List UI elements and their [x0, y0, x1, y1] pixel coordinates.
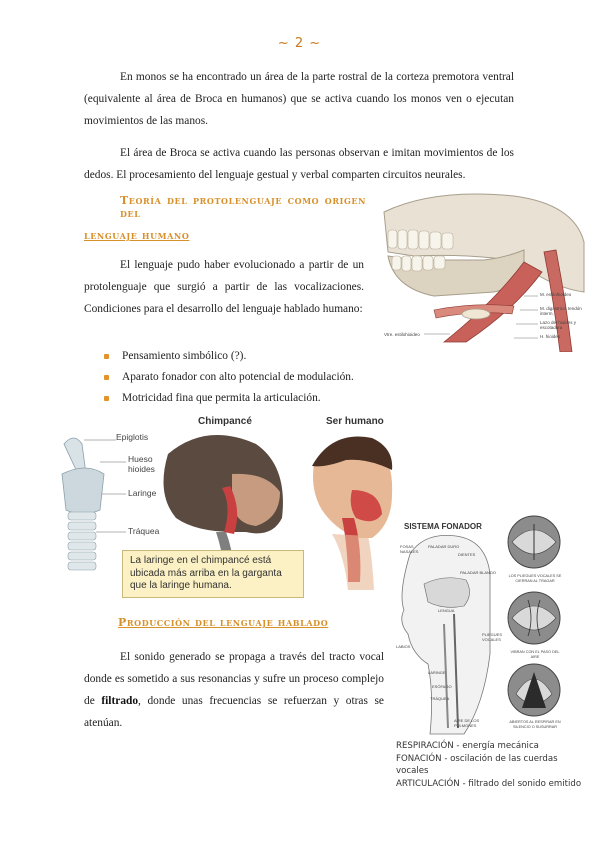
- vocal-folds-vibrating-icon: [508, 592, 560, 644]
- conditions-list: [104, 346, 404, 409]
- section-heading-produccion: Producción del lenguaje hablado: [118, 616, 329, 629]
- skull-anatomy-figure: [374, 192, 586, 352]
- produccion-paragraph: [84, 646, 384, 734]
- chimpanzee-title: Chimpancé: [198, 416, 252, 427]
- bullet-icon: [104, 354, 109, 359]
- label-paladar-blando: PALADAR BLANDO: [460, 570, 496, 575]
- intro-paragraph-1: En monos se ha encontrado un área de la parte rostral de la corteza premotora ventral (equivalente al área de Broca en humanos) que se activa cuando los monos ven o ejecutan movimientos de las manos.: [84, 71, 514, 127]
- label-laringe: LARINGE: [428, 670, 446, 675]
- side-label-vibrating: VIBRAN CON EL PASO DEL AIRE: [510, 650, 560, 659]
- larynx-caption: La laringe en el chimpancé está ubicada más arriba en la garganta que la laringe humana.: [122, 550, 304, 598]
- list-item-text: Pensamiento simbólico (?).: [122, 350, 247, 362]
- protolenguaje-paragraph: [84, 254, 364, 320]
- page-number: ~ 2 ~: [277, 36, 322, 51]
- human-title: Ser humano: [326, 416, 384, 427]
- epiglotis-label: Epiglotis: [116, 432, 149, 442]
- label-labios: LABIOS: [396, 644, 411, 649]
- section-heading-line-1: Teoría del protolenguaje como origen del: [120, 194, 366, 220]
- section-heading-line-2: lenguaje humano: [84, 229, 190, 242]
- intro-text: [84, 66, 514, 186]
- list-item-text: Aparato fonador con alto potencial de modulación.: [122, 371, 354, 383]
- label-esofago: ESÓFAGO: [432, 684, 452, 689]
- chimpanzee-head-icon: [164, 435, 283, 568]
- legend-fonacion: FONACIÓN - oscilación de las cuerdas vocales: [396, 753, 558, 776]
- protolenguaje-text: El lenguaje pudo haber evolucionado a partir de un protolenguaje que surgió a partir de las vocalizaciones. Condiciones para el desarrollo del lenguaje hablado humano:: [84, 259, 364, 315]
- trachea-label: Tráquea: [128, 526, 160, 536]
- vocal-folds-open-icon: [508, 664, 560, 716]
- larynx-label: Laringe: [128, 488, 157, 498]
- skull-label-3: Lazo del hioides y escotadura: [540, 320, 577, 330]
- intro-paragraph-2: El área de Broca se activa cuando las personas observan e imitan movimientos de los dedos. El procesamiento del lenguaje gestual y verbal comparten circuitos neurales.: [84, 147, 514, 181]
- list-item-text: Motricidad fina que permita la articulación.: [122, 392, 321, 404]
- larynx-icon: [62, 438, 126, 570]
- label-fosas-nasales: FOSAS NASALES: [400, 544, 419, 554]
- produccion-text-part-2: , donde unas frecuencias se refuerzan y otras se atenúan.: [84, 695, 384, 729]
- legend-respiracion: RESPIRACIÓN - energía mecánica: [396, 741, 539, 751]
- phonator-legend: [396, 740, 592, 790]
- bullet-icon: [104, 396, 109, 401]
- phonator-system-figure: [394, 514, 590, 738]
- side-label-open: ABIERTOS AL RESPIRAR EN SILENCIO O SUSURRAR: [509, 720, 561, 729]
- bullet-icon: [104, 375, 109, 380]
- list-item: [104, 367, 404, 388]
- phonator-illustration: [394, 514, 590, 738]
- label-traquea: TRÁQUEA: [430, 696, 450, 701]
- label-aire-pulmones: AIRE DE LOS PULMONES: [454, 718, 480, 728]
- label-pliegues-vocales: PLIEGUES VOCALES: [482, 632, 503, 642]
- label-lengua: LENGUA: [438, 608, 455, 613]
- human-head-icon: [312, 437, 392, 590]
- produccion-text: [84, 646, 384, 734]
- phonator-title: SISTEMA FONADOR: [404, 522, 482, 531]
- side-label-closed: LOS PLIEGUES VOCALES SE CIERRAN AL TRAGAR: [508, 574, 562, 583]
- legend-articulacion: ARTICULACIÓN - filtrado del sonido emitido: [396, 778, 582, 789]
- label-paladar-duro: PALADAR DURO: [428, 544, 460, 549]
- filtrado-term: filtrado: [101, 695, 139, 707]
- skull-label-2: M. digástrico, tendón interm.: [540, 306, 582, 316]
- skull-label-5: Vtre. estilohioideo: [384, 332, 420, 337]
- skull-label-4: H. hioides: [540, 334, 561, 339]
- hyoid-label: Hueso hioides: [128, 454, 155, 474]
- vocal-folds-closed-icon: [508, 516, 560, 568]
- produccion-text-part-1: El sonido generado se propaga a través del tracto vocal donde es sometido a sus resonancias y sufre un proceso complejo de: [84, 651, 384, 707]
- skull-label-1: M. estilohioideo: [540, 292, 572, 297]
- section-heading-protolenguaje: [84, 194, 366, 242]
- list-item: [104, 346, 404, 367]
- list-item: [104, 388, 404, 409]
- label-dientes: DIENTES: [458, 552, 476, 557]
